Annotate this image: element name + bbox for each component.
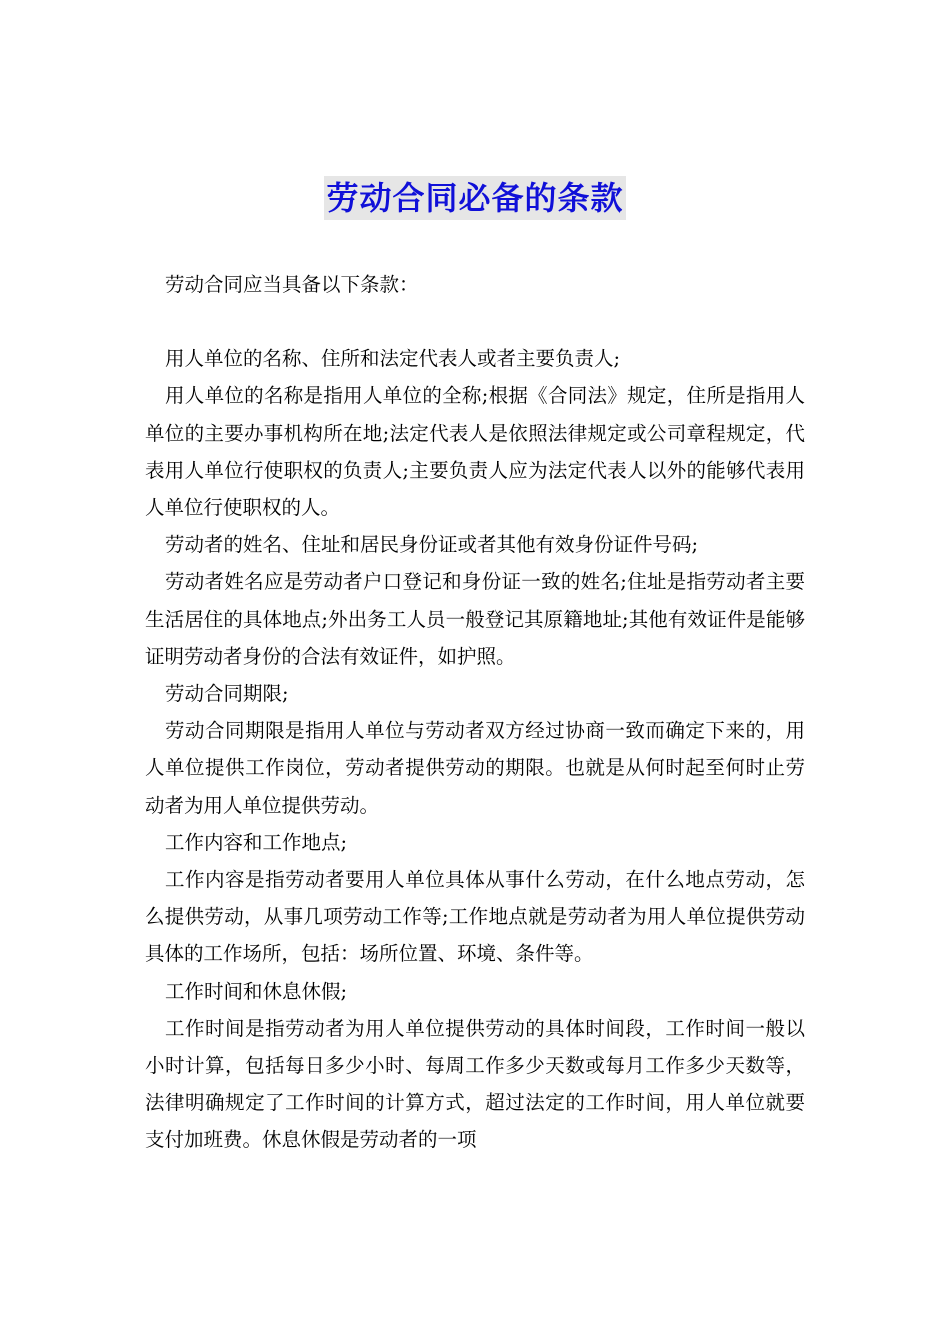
clause-text-hours: 工作时间是指劳动者为用人单位提供劳动的具体时间段，工作时间一般以小时计算，包括每日多少小时、每周工作多少天数或每月工作多少天数等，法律明确规定了工作时间的计算方式，超过法定的工作时间，用人单位就要支付加班费。休息休假是劳动者的一项	[145, 1016, 805, 1152]
clause-heading-term: 劳动合同期限;	[165, 682, 289, 706]
clause-heading-worker: 劳动者的姓名、住址和居民身份证或者其他有效身份证件号码;	[165, 533, 699, 557]
clause-text-work: 工作内容是指劳动者要用人单位具体从事什么劳动，在什么地点劳动，怎么提供劳动，从事几项劳动工作等;工作地点就是劳动者为用人单位提供劳动具体的工作场所，包括：场所位置、环境、条件等。	[145, 868, 805, 966]
clause-text-term: 劳动合同期限是指用人单位与劳动者双方经过协商一致而确定下来的，用人单位提供工作岗位，劳动者提供劳动的期限。也就是从何时起至何时止劳动者为用人单位提供劳动。	[145, 719, 805, 817]
document-title: 劳动合同必备的条款	[324, 176, 625, 220]
clause-heading-employer: 用人单位的名称、住所和法定代表人或者主要负责人;	[165, 347, 621, 371]
clause-heading-work: 工作内容和工作地点;	[165, 830, 348, 854]
clause-text-employer: 用人单位的名称是指用人单位的全称;根据《合同法》规定，住所是指用人单位的主要办事机构所在地;法定代表人是依照法律规定或公司章程规定，代表用人单位行使职权的负责人;主要负责人应为法定代表人以外的能够代表用人单位行使职权的人。	[145, 384, 805, 520]
clause-heading-hours: 工作时间和休息休假;	[165, 979, 348, 1003]
title-container	[0, 176, 950, 220]
paragraph-intro: 劳动合同应当具备以下条款：	[165, 273, 419, 296]
clause-text-worker: 劳动者姓名应是劳动者户口登记和身份证一致的姓名;住址是指劳动者主要生活居住的具体地点;外出务工人员一般登记其原籍地址;其他有效证件是能够证明劳动者身份的合法有效证件，如护照。	[145, 570, 805, 668]
document-body	[145, 266, 805, 1159]
